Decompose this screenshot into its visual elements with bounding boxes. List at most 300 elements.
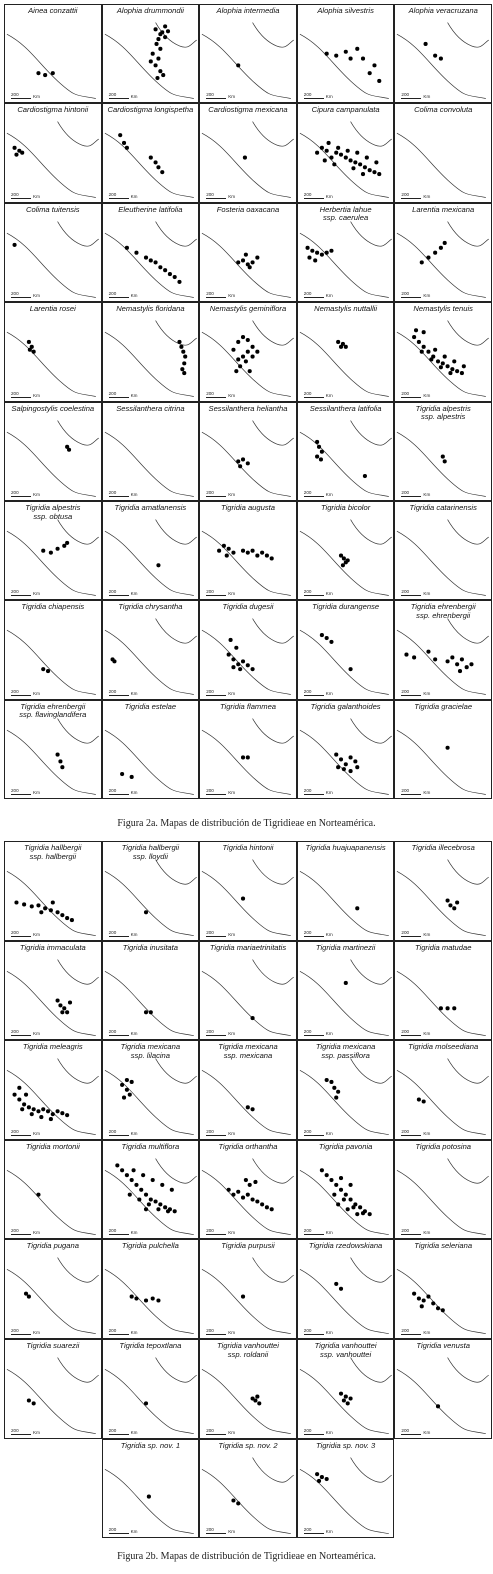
coastline <box>202 134 291 198</box>
occurrence-dot <box>236 459 240 463</box>
occurrence-dot <box>412 656 416 660</box>
occurrence-dot <box>353 759 357 763</box>
occurrence-dot <box>134 1297 138 1301</box>
scale-unit: Km <box>130 1230 138 1236</box>
distribution-map-panel <box>297 1040 395 1140</box>
occurrence-dot <box>251 1107 255 1111</box>
scale-bar <box>401 391 421 398</box>
occurrence-dot <box>150 1297 154 1301</box>
occurrence-dot <box>62 1006 66 1010</box>
scale-bar <box>206 92 226 99</box>
occurrence-dot <box>156 1207 160 1211</box>
occurrence-dot <box>232 1498 236 1502</box>
occurrence-dot <box>56 998 60 1002</box>
occurrence-dot <box>120 1168 124 1172</box>
scale-distance: 200 <box>108 92 117 98</box>
scale-unit: Km <box>423 1230 431 1236</box>
scale-bar <box>401 689 421 696</box>
scale-unit: Km <box>325 931 333 937</box>
occurrence-dot <box>41 668 45 672</box>
occurrence-dot <box>124 1088 128 1092</box>
occurrence-dot <box>65 1010 69 1014</box>
occurrence-dot <box>351 1205 355 1209</box>
occurrence-dot <box>236 340 240 344</box>
coastline <box>300 134 389 198</box>
occurrence-dot <box>156 37 160 41</box>
scale-bar <box>109 930 129 937</box>
occurrence-dot <box>51 1112 55 1116</box>
species-label: Tigridia huajuapanensis <box>305 843 386 852</box>
occurrence-dot <box>361 172 365 176</box>
map-outline <box>395 303 491 400</box>
species-label: Tigridia vanhouttei ssp. roldanii <box>216 1341 279 1359</box>
occurrence-dot <box>129 1295 133 1299</box>
species-label: Tigridia seleriana <box>414 1241 473 1251</box>
species-label: Tigridia estelae <box>124 701 177 711</box>
occurrence-dot <box>163 268 167 272</box>
occurrence-dot <box>344 156 348 160</box>
occurrence-dot <box>441 362 445 366</box>
distribution-map-panel <box>394 1040 492 1140</box>
occurrence-dot <box>443 355 447 359</box>
occurrence-dot <box>122 141 126 145</box>
scale-unit: Km <box>130 690 138 696</box>
scale-bar <box>304 291 324 298</box>
occurrence-dot <box>336 146 340 150</box>
scale-bar <box>304 689 324 696</box>
scale-unit: Km <box>228 1429 236 1435</box>
coastline <box>300 631 389 695</box>
map-outline <box>298 303 394 400</box>
species-label: Tigridia sp. nov. 2 <box>218 1440 278 1450</box>
scale-bar <box>11 1029 31 1036</box>
coastline <box>397 34 486 98</box>
occurrence-dot <box>317 1479 321 1483</box>
scale-unit: Km <box>228 790 236 796</box>
map-outline <box>298 5 394 102</box>
occurrence-dot <box>422 345 426 349</box>
occurrence-dot <box>227 1188 231 1192</box>
scale-bar <box>401 930 421 937</box>
species-label: Tigridia amatlanensis <box>114 503 187 512</box>
coastline <box>58 718 99 743</box>
distribution-map-panel <box>199 501 297 600</box>
coastline <box>202 332 291 396</box>
occurrence-dot <box>241 1195 245 1199</box>
occurrence-dot <box>241 755 245 759</box>
coastline <box>105 1469 194 1533</box>
map-outline <box>200 104 296 201</box>
distribution-map-panel <box>297 203 395 302</box>
coastline <box>397 871 486 935</box>
scale-bar <box>304 1129 324 1136</box>
occurrence-dot <box>320 1475 324 1479</box>
occurrence-dot <box>342 767 346 771</box>
species-label: Cardiostigma longispetha <box>107 105 194 115</box>
scale-unit: Km <box>228 193 236 199</box>
scale-bar <box>11 788 31 795</box>
occurrence-dot <box>39 910 43 914</box>
occurrence-dot <box>144 255 148 259</box>
scale-distance: 200 <box>11 489 19 495</box>
occurrence-dot <box>251 1016 255 1020</box>
occurrence-dot <box>182 371 186 375</box>
occurrence-dot <box>344 762 348 766</box>
occurrence-dot <box>241 1295 245 1299</box>
scale-distance: 200 <box>401 688 410 694</box>
occurrence-dot <box>65 541 69 545</box>
occurrence-dot <box>324 149 328 153</box>
occurrence-dot <box>166 1209 170 1213</box>
coastline <box>253 619 294 644</box>
occurrence-dot <box>217 549 221 553</box>
occurrence-dot <box>270 1207 274 1211</box>
scale-bar <box>206 391 226 398</box>
occurrence-dot <box>225 554 229 558</box>
map-outline <box>298 1440 394 1538</box>
scale-distance: 200 <box>108 1527 117 1533</box>
species-label: Tigridia flammea <box>219 701 277 711</box>
occurrence-dot <box>124 146 128 150</box>
occurrence-dot <box>334 752 338 756</box>
scale-distance: 200 <box>303 390 312 396</box>
occurrence-dot <box>158 69 162 73</box>
occurrence-dot <box>257 1401 261 1405</box>
occurrence-dot <box>420 1305 424 1309</box>
scale-distance: 200 <box>108 688 117 694</box>
species-label: Alophia veracruzana <box>408 6 478 15</box>
scale-unit: Km <box>130 1429 138 1435</box>
coastline <box>448 860 489 885</box>
occurrence-dot <box>236 63 240 67</box>
scale-bar <box>304 788 324 795</box>
map-outline <box>200 1440 296 1538</box>
distribution-map-panel <box>394 501 492 600</box>
occurrence-dot <box>344 1395 348 1399</box>
distribution-map-panel <box>297 941 395 1041</box>
distribution-map-panel <box>199 1339 297 1439</box>
occurrence-dot <box>336 765 340 769</box>
occurrence-dot <box>345 1401 349 1405</box>
occurrence-dot <box>131 1168 135 1172</box>
coastline <box>7 134 96 198</box>
scale-bar <box>109 1029 129 1036</box>
occurrence-dot <box>153 1199 157 1203</box>
map-outline <box>5 5 101 102</box>
species-label: Herbertia lahue ssp. caerulea <box>319 204 372 223</box>
species-label: Tigridia immaculata <box>19 942 86 952</box>
species-label: Tigridia ehrenbergii ssp. ehrenbergii <box>410 602 476 620</box>
occurrence-dot <box>348 159 352 163</box>
distribution-map-panel <box>4 302 102 401</box>
map-outline <box>200 5 296 102</box>
occurrence-dot <box>427 255 431 259</box>
distribution-map-panel <box>199 1239 297 1339</box>
coastline <box>253 23 294 48</box>
occurrence-dot <box>470 663 474 667</box>
map-outline <box>395 1141 491 1239</box>
scale-unit: Km <box>423 293 431 299</box>
distribution-map-panel <box>4 841 102 941</box>
map-outline <box>103 204 199 301</box>
occurrence-dot <box>22 1103 26 1107</box>
species-label: Larentia mexicana <box>412 204 475 214</box>
scale-bar <box>11 391 31 398</box>
coastline <box>397 432 486 496</box>
occurrence-dot <box>462 364 466 368</box>
occurrence-dot <box>358 1205 362 1209</box>
occurrence-dot <box>255 1199 259 1203</box>
occurrence-dot <box>367 71 371 75</box>
coastline <box>105 971 194 1035</box>
occurrence-dot <box>27 1398 31 1402</box>
species-label: Tigridia martinezii <box>315 942 376 952</box>
occurrence-dot <box>24 1093 28 1097</box>
occurrence-dot <box>161 73 165 77</box>
occurrence-dot <box>158 1202 162 1206</box>
occurrence-dot <box>150 52 154 56</box>
occurrence-dot <box>465 666 469 670</box>
distribution-map-panel <box>297 841 395 941</box>
scale-distance: 200 <box>108 589 117 595</box>
map-outline <box>103 701 199 798</box>
coastline <box>448 23 489 48</box>
scale-bar <box>109 1428 129 1435</box>
occurrence-dot <box>17 1098 21 1102</box>
occurrence-dot <box>227 547 231 551</box>
species-label: Nemastylis geminiflora <box>209 304 287 314</box>
scale-unit: Km <box>33 1130 40 1136</box>
distribution-map-panel <box>199 402 297 501</box>
map-outline <box>5 1141 101 1239</box>
map-outline <box>5 403 101 500</box>
species-label: Alophia silvestris <box>317 6 374 15</box>
coastline <box>7 1369 96 1433</box>
scale-unit: Km <box>423 1031 431 1037</box>
occurrence-dot <box>177 340 181 344</box>
occurrence-dot <box>244 360 248 364</box>
occurrence-dot <box>148 156 152 160</box>
distribution-map-panel <box>394 402 492 501</box>
occurrence-dot <box>443 459 447 463</box>
occurrence-dot <box>344 345 348 349</box>
occurrence-dot <box>24 1292 28 1296</box>
scale-bar <box>109 192 129 199</box>
occurrence-dot <box>139 1188 143 1192</box>
occurrence-dot <box>39 1115 43 1119</box>
occurrence-dot <box>163 1205 167 1209</box>
species-label: Tigridia ehrenbergii ssp. flavinglandifera <box>19 701 87 720</box>
occurrence-dot <box>433 658 437 662</box>
scale-distance: 200 <box>303 489 312 495</box>
scale-bar <box>109 589 129 596</box>
coastline <box>300 332 389 396</box>
scale-bar <box>304 391 324 398</box>
occurrence-dot <box>241 660 245 664</box>
map-outline <box>103 403 199 500</box>
coastline <box>202 1369 291 1433</box>
coastline <box>58 122 99 147</box>
species-label: Tigridia pugana <box>26 1241 79 1251</box>
scale-distance: 200 <box>401 291 410 297</box>
distribution-map-panel <box>199 1040 297 1140</box>
map-outline <box>5 1240 101 1338</box>
occurrence-dot <box>339 1176 343 1180</box>
occurrence-dot <box>422 1299 426 1303</box>
occurrence-dot <box>127 1093 131 1097</box>
species-label: Cardiostigma hintonii <box>17 105 89 115</box>
occurrence-dot <box>28 348 32 352</box>
map-outline <box>5 204 101 301</box>
occurrence-dot <box>439 246 443 250</box>
scale-unit: Km <box>423 591 431 597</box>
scale-bar <box>11 92 31 99</box>
scale-distance: 200 <box>206 788 214 794</box>
distribution-map-panel <box>394 841 492 941</box>
occurrence-dot <box>13 146 17 150</box>
coastline <box>397 1070 486 1134</box>
scale-distance: 200 <box>303 788 312 794</box>
occurrence-dot <box>127 1192 131 1196</box>
occurrence-dot <box>27 1295 31 1299</box>
scale-unit: Km <box>228 491 236 497</box>
coastline <box>350 221 391 246</box>
species-label: Alophia intermedia <box>216 6 280 15</box>
distribution-map-panel <box>102 1140 200 1240</box>
occurrence-dot <box>241 897 245 901</box>
map-outline <box>200 1240 296 1338</box>
species-label: Alophia drummondii <box>116 6 184 15</box>
occurrence-dot <box>254 1398 258 1402</box>
map-outline <box>5 303 101 400</box>
occurrence-dot <box>339 757 343 761</box>
coastline <box>7 531 96 595</box>
occurrence-dot <box>222 544 226 548</box>
occurrence-dot <box>236 663 240 667</box>
coastline <box>448 1059 489 1084</box>
occurrence-dot <box>43 73 47 77</box>
coastline <box>300 1070 389 1134</box>
scale-unit: Km <box>33 690 40 696</box>
occurrence-dot <box>432 1302 436 1306</box>
scale-bar <box>401 1029 421 1036</box>
coastline <box>105 432 194 496</box>
occurrence-dot <box>58 759 62 763</box>
occurrence-dot <box>41 1107 45 1111</box>
species-label: Larentia rosei <box>29 304 76 314</box>
species-label: Tigridia venusta <box>416 1341 470 1350</box>
scale-distance: 200 <box>303 191 312 197</box>
species-label: Sessilanthera heliantha <box>208 403 288 413</box>
occurrence-dot <box>153 161 157 165</box>
occurrence-dot <box>60 1010 64 1014</box>
species-label: Tigridia galanthoides <box>310 701 381 711</box>
coastline <box>350 1059 391 1084</box>
coastline <box>58 420 99 445</box>
occurrence-dot <box>60 765 64 769</box>
occurrence-dot <box>246 338 250 342</box>
scale-distance: 200 <box>206 1427 214 1433</box>
occurrence-dot <box>417 340 421 344</box>
occurrence-dot <box>329 640 333 644</box>
occurrence-dot <box>315 1472 319 1476</box>
scale-bar <box>304 1328 324 1335</box>
occurrence-dot <box>144 1192 148 1196</box>
occurrence-dot <box>374 161 378 165</box>
occurrence-dot <box>315 454 319 458</box>
scale-distance: 200 <box>108 1029 117 1035</box>
scale-bar <box>401 490 421 497</box>
map-outline <box>103 1141 199 1239</box>
occurrence-dot <box>334 54 338 58</box>
distribution-map-panel <box>102 1439 200 1539</box>
coastline <box>350 1258 391 1283</box>
occurrence-dot <box>156 57 160 61</box>
scale-distance: 200 <box>206 92 214 98</box>
scale-bar <box>206 689 226 696</box>
scale-unit: Km <box>423 94 431 100</box>
occurrence-dot <box>420 260 424 264</box>
occurrence-dot <box>348 755 352 759</box>
scale-bar <box>401 1228 421 1235</box>
map-outline <box>103 1340 199 1438</box>
occurrence-dot <box>155 76 159 80</box>
coastline <box>253 718 294 743</box>
coastline <box>155 1158 196 1183</box>
scale-unit: Km <box>33 94 40 100</box>
coastline <box>105 34 194 98</box>
scale-distance: 200 <box>108 291 117 297</box>
distribution-map-panel <box>4 1239 102 1339</box>
coastline <box>155 860 196 885</box>
species-label: Tigridia mexicana ssp. passiflora <box>315 1042 376 1060</box>
coastline <box>202 1469 291 1533</box>
occurrence-dot <box>324 52 328 56</box>
occurrence-dot <box>160 1183 164 1187</box>
occurrence-dot <box>144 1207 148 1211</box>
coastline <box>7 233 96 297</box>
occurrence-dot <box>446 745 450 749</box>
map-outline <box>395 842 491 940</box>
species-label: Tigridia sp. nov. 1 <box>120 1440 181 1450</box>
map-outline <box>298 104 394 201</box>
occurrence-dot <box>436 360 440 364</box>
species-label: Tigridia inusitata <box>122 942 178 952</box>
scale-distance: 200 <box>108 191 117 197</box>
coastline <box>202 971 291 1035</box>
occurrence-dot <box>315 151 319 155</box>
scale-bar <box>206 1228 226 1235</box>
occurrence-dot <box>60 913 64 917</box>
occurrence-dot <box>167 272 171 276</box>
occurrence-dot <box>234 369 238 373</box>
scale-bar <box>401 788 421 795</box>
scale-distance: 200 <box>108 1427 117 1433</box>
scale-bar <box>206 788 226 795</box>
coastline <box>253 1258 294 1283</box>
scale-bar <box>109 92 129 99</box>
scale-distance: 200 <box>206 390 214 396</box>
occurrence-dot <box>156 563 160 567</box>
species-label: Tigridia purpusii <box>221 1241 275 1251</box>
occurrence-dot <box>229 638 233 642</box>
occurrence-dot <box>251 1197 255 1201</box>
occurrence-dot <box>345 558 349 562</box>
occurrence-dot <box>320 252 324 256</box>
scale-distance: 200 <box>11 1128 19 1134</box>
occurrence-dot <box>20 151 24 155</box>
scale-distance: 200 <box>11 1427 19 1433</box>
